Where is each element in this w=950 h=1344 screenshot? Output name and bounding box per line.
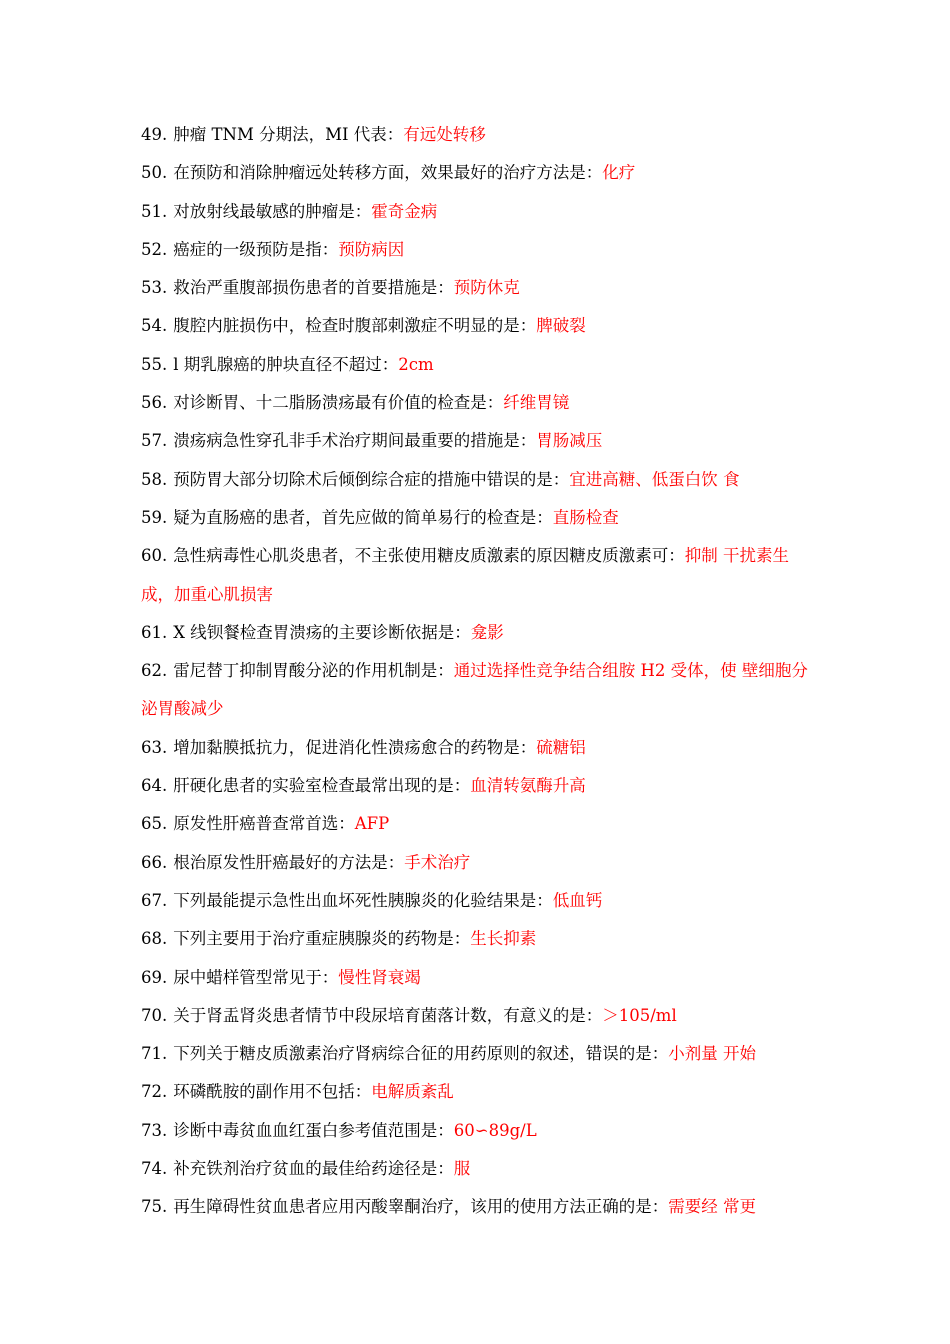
question-number: 71. [141, 1044, 168, 1064]
question-text: 尿中蜡样管型常见于： [173, 967, 339, 987]
question-text: 下列最能提示急性出血坏死性胰腺炎的化验结果是： [173, 890, 553, 910]
qa-item [141, 805, 821, 843]
question-text: 急性病毒性心肌炎患者，不主张使用糖皮质激素的原因糖皮质激素可： [173, 546, 685, 566]
question-text: 增加黏膜抵抗力，促进消化性溃疡愈合的药物是： [173, 737, 537, 757]
question-text: 在预防和消除肿瘤远处转移方面，效果最好的治疗方法是： [173, 163, 603, 183]
question-number: 68. [141, 929, 168, 949]
qa-item [141, 461, 821, 499]
question-number: 73. [141, 1120, 168, 1140]
qa-item [141, 1073, 821, 1111]
question-text: 疑为直肠癌的患者，首先应做的简单易行的检查是： [173, 507, 553, 527]
question-number: 50. [141, 163, 168, 183]
answer-text: 手术治疗 [404, 852, 471, 872]
question-text: 溃疡病急性穿孔非手术治疗期间最重要的措施是： [173, 431, 537, 451]
qa-item [141, 729, 821, 767]
question-text: 再生障碍性贫血患者应用丙酸睾酮治疗，该用的使用方法正确的是： [173, 1197, 669, 1217]
qa-item [141, 959, 821, 997]
answer-text: 低血钙 [552, 890, 603, 910]
question-number: 59. [141, 507, 168, 527]
question-text: 预防胃大部分切除术后倾倒综合症的措施中错误的是： [173, 469, 570, 489]
question-text: 癌症的一级预防是指： [173, 239, 339, 259]
qa-item [141, 269, 821, 307]
question-number: 69. [141, 967, 168, 987]
answer-text: 有远处转移 [403, 125, 486, 144]
question-number: 56. [141, 393, 168, 413]
question-text: 补充铁剂治疗贫血的最佳给药途径是： [173, 1159, 454, 1179]
qa-item [141, 997, 821, 1035]
question-number: 65. [141, 814, 168, 834]
qa-item [141, 154, 821, 192]
question-number: 75. [141, 1197, 168, 1217]
qa-item [141, 422, 821, 460]
answer-text: 化疗 [602, 163, 636, 183]
question-number: 53. [141, 278, 168, 298]
answer-text: 需要经 常更 [668, 1197, 756, 1217]
answer-text: 胃肠减压 [536, 431, 603, 451]
answer-text: AFP [354, 814, 390, 834]
question-number: 74. [141, 1159, 168, 1179]
qa-item [141, 116, 821, 154]
question-number: 54. [141, 316, 168, 336]
qa-item [141, 652, 821, 729]
answer-text: 电解质紊乱 [371, 1082, 454, 1102]
question-text: l 期乳腺癌的肿块直径不超过： [173, 354, 399, 374]
answer-text: 纤维胃镜 [503, 393, 570, 413]
answer-text: 60∽89g/L [453, 1120, 537, 1140]
qa-item [141, 1188, 821, 1226]
qa-list [141, 116, 821, 1227]
question-number: 67. [141, 890, 168, 910]
question-number: 72. [141, 1082, 168, 1102]
answer-text: 生长抑素 [470, 929, 537, 949]
answer-text: 血清转氨酶升高 [470, 776, 586, 796]
qa-item [141, 920, 821, 958]
question-text: 下列主要用于治疗重症胰腺炎的药物是： [173, 929, 471, 949]
qa-item [141, 844, 821, 882]
question-text: 对放射线最敏感的肿瘤是： [173, 201, 372, 221]
answer-text: 直肠检查 [552, 507, 619, 527]
question-text: 肝硬化患者的实验室检查最常出现的是： [173, 776, 471, 796]
answer-text: 小剂量 开始 [668, 1044, 756, 1064]
qa-item [141, 307, 821, 345]
answer-text: 通过选择性竞争结合组胺 H2 受体，使 壁细胞分泌胃酸减少 [141, 661, 808, 719]
answer-text: 龛影 [470, 622, 504, 642]
answer-text: 预防病因 [338, 239, 405, 259]
question-text: 雷尼替丁抑制胃酸分泌的作用机制是： [173, 661, 454, 681]
answer-text: 脾破裂 [536, 316, 586, 336]
qa-item [141, 231, 821, 269]
qa-item [141, 346, 821, 384]
question-number: 70. [141, 1005, 168, 1025]
question-number: 61. [141, 622, 168, 642]
answer-text: 2cm [398, 354, 434, 374]
question-number: 66. [141, 852, 168, 872]
question-text: 诊断中毒贫血血红蛋白参考值范围是： [173, 1120, 454, 1140]
question-number: 60. [141, 546, 168, 566]
question-number: 52. [141, 239, 168, 259]
answer-text: 抑制 干扰素生成，加重心肌损害 [141, 546, 789, 604]
answer-text: 服 [453, 1159, 471, 1179]
question-text: 腹腔内脏损伤中，检查时腹部刺激症不明显的是： [173, 316, 537, 336]
qa-item [141, 1112, 821, 1150]
question-number: 64. [141, 776, 168, 796]
question-text: 下列关于糖皮质激素治疗肾病综合征的用药原则的叙述，错误的是： [173, 1044, 669, 1064]
qa-item [141, 537, 821, 614]
question-number: 63. [141, 737, 168, 757]
question-text: 救治严重腹部损伤患者的首要措施是： [173, 278, 454, 298]
answer-text: 慢性肾衰竭 [338, 967, 421, 987]
question-text: 根治原发性肝癌最好的方法是： [173, 852, 405, 872]
question-number: 51. [141, 201, 168, 221]
question-text: 环磷酰胺的副作用不包括： [173, 1082, 372, 1102]
question-text: X 线钡餐检查胃溃疡的主要诊断依据是： [173, 622, 471, 642]
qa-item [141, 614, 821, 652]
qa-item [141, 384, 821, 422]
qa-item [141, 767, 821, 805]
question-text: 对诊断胃、十二脂肠溃疡最有价值的检查是： [173, 393, 504, 413]
question-number: 58. [141, 469, 168, 489]
question-number: 57. [141, 431, 168, 451]
question-number: 55. [141, 354, 168, 374]
question-text: 肿瘤 TNM 分期法，MI 代表： [173, 125, 404, 144]
question-number: 62. [141, 661, 168, 681]
question-number: 49. [141, 125, 168, 144]
qa-item [141, 193, 821, 231]
answer-text: 宜进高糖、低蛋白饮 食 [569, 469, 740, 489]
qa-item [141, 1150, 821, 1188]
qa-item [141, 882, 821, 920]
question-text: 原发性肝癌普查常首选： [173, 814, 355, 834]
question-text: 关于肾盂肾炎患者情节中段尿培育菌落计数，有意义的是： [173, 1005, 603, 1025]
answer-text: ＞105/ml [602, 1005, 677, 1025]
answer-text: 硫糖铝 [536, 737, 586, 757]
qa-item [141, 1035, 821, 1073]
answer-text: 霍奇金病 [371, 201, 438, 221]
qa-item [141, 499, 821, 537]
answer-text: 预防休克 [453, 278, 520, 298]
